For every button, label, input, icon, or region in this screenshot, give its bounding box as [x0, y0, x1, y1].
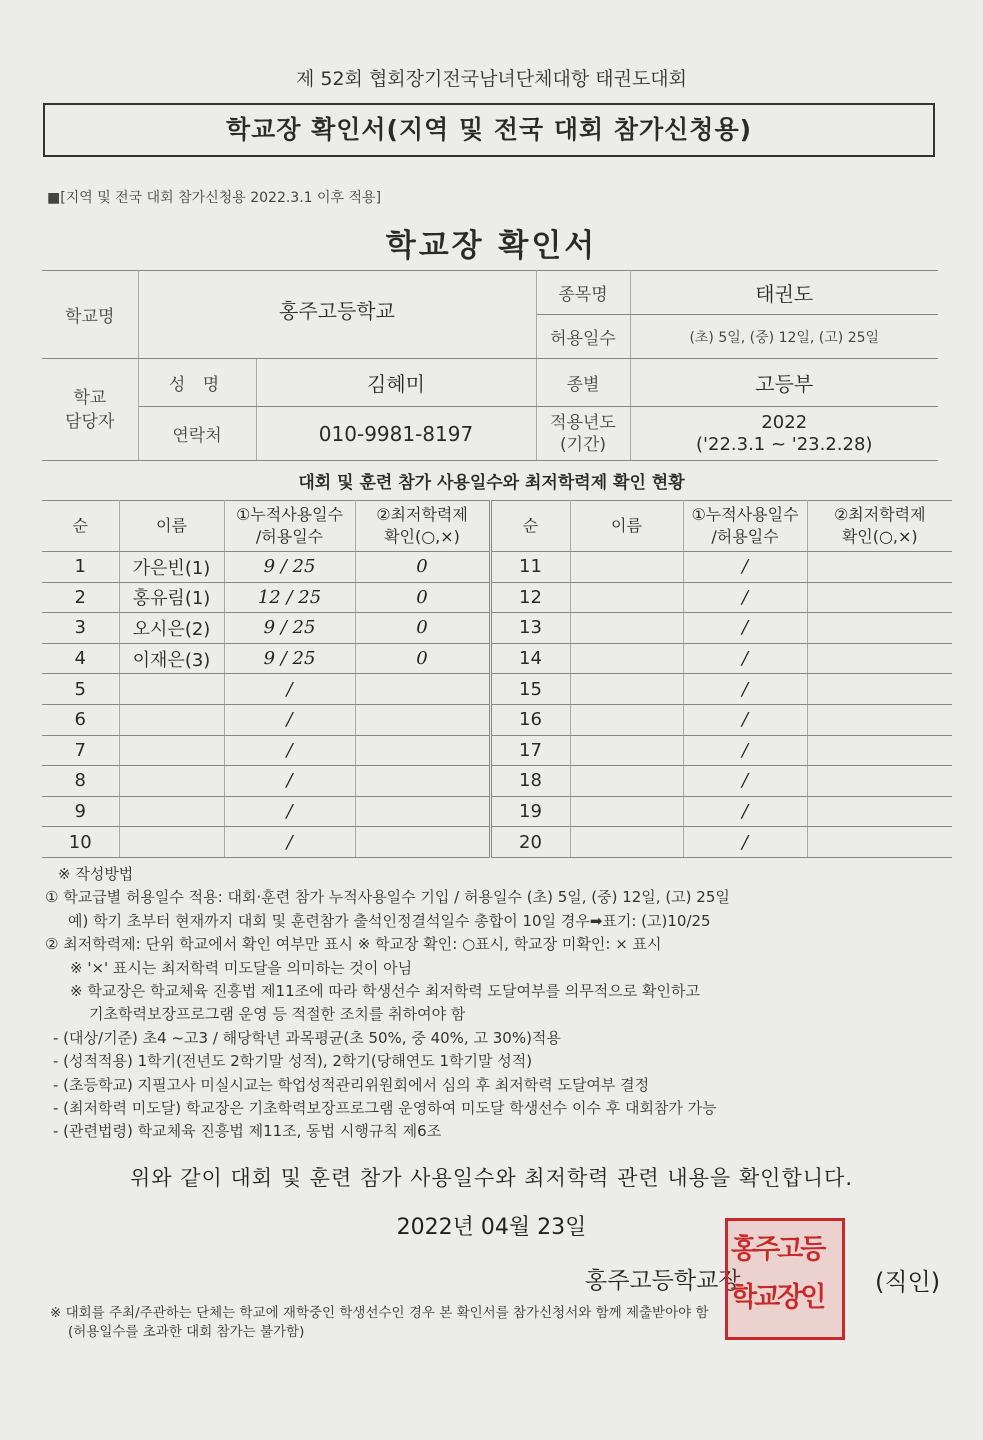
guide-line-3: ② 최저학력제: 단위 학교에서 확인 여부만 표시 ※ 학교장 확인: ○표시, 학교장 미확인: × 표시: [45, 935, 662, 954]
student-name: [119, 766, 224, 797]
sport-label: 종목명: [536, 271, 630, 315]
header-days-right: ①누적사용일수 /허용일수: [683, 501, 807, 552]
min-academic-check: [355, 796, 490, 827]
footer-line-2: (허용일수를 초과한 대회 참가는 불가함): [68, 1324, 305, 1340]
student-name: [570, 766, 683, 797]
seal-label: (직인): [875, 1268, 941, 1296]
guide-line-4: ※ '×' 표시는 최저학력 미도달을 의미하는 것이 아님: [70, 958, 413, 977]
category-value: 고등부: [630, 359, 938, 407]
usage-days: /: [683, 735, 807, 766]
student-name: [119, 674, 224, 705]
writing-guide: [45, 863, 955, 1144]
usage-days: /: [683, 796, 807, 827]
row-number: 8: [42, 766, 119, 797]
usage-table: [42, 500, 952, 858]
form-title-box: 학교장 확인서(지역 및 전국 대회 참가신청용): [43, 103, 935, 157]
min-academic-check: [807, 674, 952, 705]
row-number: 4: [42, 643, 119, 674]
usage-days: /: [683, 643, 807, 674]
header-no-right: 순: [490, 501, 570, 552]
row-number: 1: [42, 552, 119, 583]
application-notice: ■[지역 및 전국 대회 참가신청용 2022.3.1 이후 적용]: [47, 190, 382, 206]
table-row: [42, 643, 952, 674]
min-academic-check: 0: [355, 613, 490, 644]
table-row: [42, 582, 952, 613]
usage-days: 12 / 25: [224, 582, 355, 613]
allowed-days-label: 허용일수: [536, 315, 630, 359]
sport-value: 태권도: [630, 271, 938, 315]
student-name: [570, 582, 683, 613]
usage-days: /: [224, 827, 355, 858]
header-check-left: ②최저학력제 확인(○,×): [355, 501, 490, 552]
student-name: [119, 704, 224, 735]
usage-table-body: [42, 552, 952, 858]
student-name: [570, 735, 683, 766]
table-row: [42, 796, 952, 827]
min-academic-check: [807, 643, 952, 674]
row-number: 5: [42, 674, 119, 705]
header-days-left: ①누적사용일수 /허용일수: [224, 501, 355, 552]
school-seal-stamp: [725, 1218, 845, 1340]
min-academic-check: [807, 766, 952, 797]
usage-days: /: [683, 766, 807, 797]
usage-days: 9 / 25: [224, 613, 355, 644]
row-number: 14: [490, 643, 570, 674]
guide-line-9: - (초등학교) 지필고사 미실시교는 학업성적관리위원회에서 심의 후 최저학력 도달여부 결정: [53, 1075, 650, 1094]
year-label: 적용년도 (기간): [536, 407, 630, 461]
year-period-cell: [630, 407, 938, 461]
min-academic-check: [355, 704, 490, 735]
stamp-line-1: 홍주고등: [731, 1234, 824, 1265]
school-name-value: 홍주고등학교: [138, 271, 536, 359]
allowed-days-value: (초) 5일, (중) 12일, (고) 25일: [630, 315, 938, 359]
min-academic-check: 0: [355, 582, 490, 613]
usage-days: /: [224, 796, 355, 827]
row-number: 2: [42, 582, 119, 613]
usage-days: /: [224, 766, 355, 797]
table-row: [42, 766, 952, 797]
header-check-right: ②최저학력제 확인(○,×): [807, 501, 952, 552]
table-row: [42, 827, 952, 858]
category-label: 종별: [536, 359, 630, 407]
usage-days: 9 / 25: [224, 552, 355, 583]
min-academic-check: [807, 735, 952, 766]
row-number: 7: [42, 735, 119, 766]
student-name: [119, 796, 224, 827]
event-title: 제 52회 협회장기전국남녀단체대항 태권도대회: [295, 68, 688, 90]
stamp-line-2: 학교장인: [731, 1282, 824, 1313]
table-row: [42, 704, 952, 735]
student-name: [570, 704, 683, 735]
header-name-left: 이름: [119, 501, 224, 552]
usage-days: /: [683, 552, 807, 583]
student-name: [119, 827, 224, 858]
student-name: 가은빈(1): [119, 552, 224, 583]
guide-line-2: 예) 학기 초부터 현재까지 대회 및 훈련참가 출석인정결석일수 총합이 10일 경우➡표기: (고)10/25: [68, 911, 711, 930]
min-academic-check: [355, 735, 490, 766]
usage-days: /: [224, 674, 355, 705]
table-row: [42, 735, 952, 766]
usage-days: /: [683, 704, 807, 735]
min-academic-check: [355, 674, 490, 705]
student-name: [570, 827, 683, 858]
guide-line-6: 기초학력보장프로그램 운영 등 적절한 조치를 취하여야 함: [89, 1005, 466, 1024]
min-academic-check: 0: [355, 552, 490, 583]
student-name: [570, 613, 683, 644]
name-label: 성 명: [138, 359, 256, 407]
guide-heading: ※ 작성방법: [58, 865, 134, 883]
usage-days: /: [224, 704, 355, 735]
row-number: 11: [490, 552, 570, 583]
school-name-label: 학교명: [42, 271, 138, 359]
header-no-left: 순: [42, 501, 119, 552]
usage-days: /: [683, 827, 807, 858]
row-number: 12: [490, 582, 570, 613]
issue-date: 2022년 04월 23일: [396, 1215, 587, 1240]
student-name: [570, 552, 683, 583]
confirmation-statement: 위와 같이 대회 및 훈련 참가 사용일수와 최저학력 관련 내용을 확인합니다.: [129, 1166, 853, 1190]
table-row: [42, 674, 952, 705]
usage-days: /: [683, 582, 807, 613]
year-value: 2022: [761, 411, 808, 433]
min-academic-check: [355, 766, 490, 797]
row-number: 13: [490, 613, 570, 644]
student-name: [119, 735, 224, 766]
row-number: 20: [490, 827, 570, 858]
manager-label: 학교 담당자: [42, 359, 138, 461]
guide-line-11: - (관련법령) 학교체육 진흥법 제11조, 동법 시행규칙 제6조: [53, 1122, 442, 1141]
row-number: 17: [490, 735, 570, 766]
document-title: 학교장 확인서: [385, 228, 598, 264]
guide-line-1: ① 학교급별 허용일수 적용: 대회·훈련 참가 누적사용일수 기입 / 허용일수 (초) 5일, (중) 12일, (고) 25일: [45, 888, 730, 907]
guide-line-7: - (대상/기준) 초4 ~고3 / 해당학년 과목평균(초 50%, 중 40%, 고 30%)적용: [53, 1028, 561, 1047]
student-name: [570, 796, 683, 827]
student-name: [570, 674, 683, 705]
min-academic-check: [807, 582, 952, 613]
contact-value: 010-9981-8197: [256, 407, 536, 461]
row-number: 15: [490, 674, 570, 705]
guide-line-5: ※ 학교장은 학교체육 진흥법 제11조에 따라 학생선수 최저학력 도달여부를 의무적으로 확인하고: [70, 982, 700, 1001]
min-academic-check: [807, 704, 952, 735]
min-academic-check: [807, 827, 952, 858]
row-number: 3: [42, 613, 119, 644]
student-name: 홍유림(1): [119, 582, 224, 613]
min-academic-check: [807, 796, 952, 827]
status-title: 대회 및 훈련 참가 사용일수와 최저학력제 확인 현황: [298, 473, 685, 493]
row-number: 19: [490, 796, 570, 827]
min-academic-check: [807, 552, 952, 583]
student-name: 오시은(2): [119, 613, 224, 644]
usage-days: /: [683, 674, 807, 705]
row-number: 6: [42, 704, 119, 735]
row-number: 18: [490, 766, 570, 797]
row-number: 16: [490, 704, 570, 735]
contact-label: 연락처: [138, 407, 256, 461]
footer-line-1: ※ 대회를 주최/주관하는 단체는 학교에 재학중인 학생선수인 경우 본 확인서를 참가신청서와 함께 제출받아야 함: [50, 1305, 709, 1321]
student-name: [570, 643, 683, 674]
guide-line-8: - (성적적용) 1학기(전년도 2학기말 성적), 2학기(당해연도 1학기말 성적): [53, 1052, 533, 1071]
usage-days: 9 / 25: [224, 643, 355, 674]
table-row: [42, 613, 952, 644]
student-name: 이재은(3): [119, 643, 224, 674]
period-value: ('22.3.1 ~ '23.2.28): [696, 433, 873, 455]
manager-name-value: 김혜미: [256, 359, 536, 407]
usage-days: /: [224, 735, 355, 766]
min-academic-check: 0: [355, 643, 490, 674]
row-number: 10: [42, 827, 119, 858]
min-academic-check: [355, 827, 490, 858]
school-info-table: [42, 270, 938, 461]
table-row: [42, 552, 952, 583]
usage-days: /: [683, 613, 807, 644]
row-number: 9: [42, 796, 119, 827]
guide-line-10: - (최저학력 미도달) 학교장은 기초학력보장프로그램 운영하여 미도달 학생선수 이수 후 대회참가 가능: [53, 1099, 717, 1118]
min-academic-check: [807, 613, 952, 644]
header-name-right: 이름: [570, 501, 683, 552]
signer-name: 홍주고등학교장: [585, 1268, 741, 1294]
